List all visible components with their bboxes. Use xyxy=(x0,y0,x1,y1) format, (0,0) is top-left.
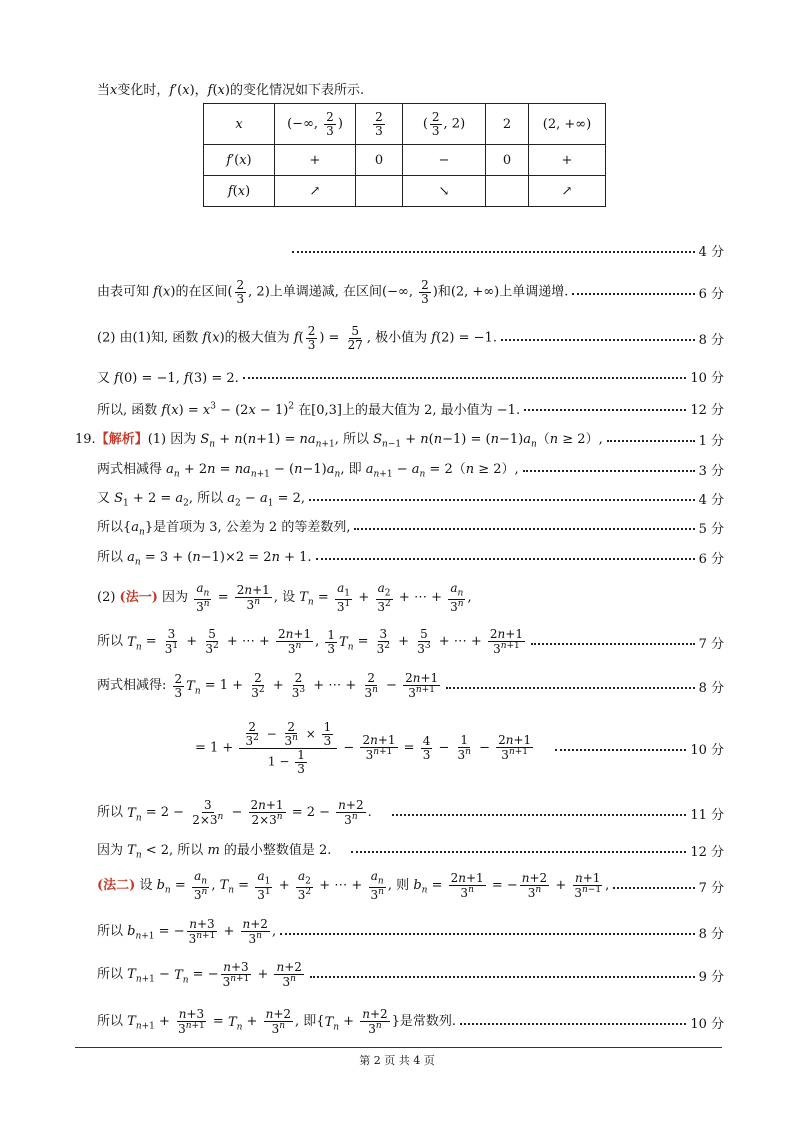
table-cell: + xyxy=(275,145,356,176)
solution-line: (2) 由(1)知, 函数 f(x)的极大值为 f( $\frac{2}{3}$ ) = $\frac{5}{27}$ , 极小值为 f(2) = −1. 8 分 xyxy=(97,323,724,352)
table-cell: (−∞, $\frac{2}{3}$ ) xyxy=(275,104,356,145)
analysis-label: 【解析】 xyxy=(95,432,148,448)
table-row xyxy=(204,176,606,207)
solution-line: 由表可知 f(x)的在区间( $\frac{2}{3}$ , 2)上单调递减, 在区间(−∞, $\frac{2}{3}$ )和(2, +∞)上单调递增. 6 分 xyxy=(97,277,724,306)
footer-rule xyxy=(75,1047,722,1048)
solution-line: 所以 $T_n$ = $\frac{3}{3^1}$ + $\frac{5}{3^2}$ + ⋯ + $\frac{2n+1}{3^n}$ , $\frac{1}{3}$ $T_n$ = $\frac{3}{3^2}$ + $\frac{5}{3^3}$ + ⋯ + $\frac{2n+1}{3^{n+1}}$ 7 分 xyxy=(97,627,724,656)
variation-table xyxy=(203,103,606,207)
table-cell: 2 xyxy=(486,104,529,145)
table-cell: f(x) xyxy=(204,176,275,207)
table-cell: ↘ xyxy=(403,176,486,207)
solution-line: 所以 $T_n = 2$ − $\frac{3}{2\times 3^n}$ − $\frac{2n+1}{2\times 3^n}$ = 2 − $\frac{n+2}{3^n}$ . 11 分 xyxy=(97,798,724,827)
intro-line: 当x变化时，f′(x)，f(x)的变化情况如下表所示. xyxy=(97,82,365,98)
solution-line: 所以$\{a_n\}$是首项为 3, 公差为 2 的等差数列, 5 分 xyxy=(97,520,724,538)
table-cell: x xyxy=(204,104,275,145)
table-cell: $\frac{2}{3}$ xyxy=(356,104,403,145)
table-cell: ( $\frac{2}{3}$ , 2) xyxy=(403,104,486,145)
solution-line: 所以 $T_{n+1} - T_n$ = − $\frac{n+3}{3^{n+1}}$ + $\frac{n+2}{3^n}$ 9 分 xyxy=(97,960,724,989)
table-cell: + xyxy=(529,145,606,176)
solution-line: 所以 $a_n = 3 + (n-1)\times 2 = 2n + 1$. 6 分 xyxy=(97,550,724,568)
solution-line: 两式相减得 $a_n + 2n = na_{n+1} - (n-1)a_n$, 即 $a_{n+1} - a_n = 2(n \ge 2)$, 3 分 xyxy=(97,462,724,480)
solution-line: (法二) 设 $b_n$ = $\frac{a_n}{3^n}$ , $T_n$ = $\frac{a_1}{3^1}$ + $\frac{a_2}{3^2}$ + ⋯ + $\frac{a_n}{3^n}$ , 则 $b_n$ = $\frac{2n+1}{3^n}$ = − $\frac{n+2}{3^n}$ + $\frac{n+1}{3^{n-1}}$ , 7 分 xyxy=(97,869,724,903)
table-cell xyxy=(486,176,529,207)
page-footer: 第 2 页 共 4 页 xyxy=(359,1054,435,1067)
table-cell: − xyxy=(403,145,486,176)
solution-line: 19.【解析】(1) 因为 $S_n + n(n+1) = na_{n+1}$, 所以 $S_{n-1} + n(n-1) = (n-1)a_n(n \ge 2)$, 1 分 xyxy=(75,432,724,450)
table-cell: 0 xyxy=(486,145,529,176)
solution-line: 又 $S_1 + 2 = a_2$, 所以 $a_2 - a_1 = 2$, 4 分 xyxy=(97,491,724,509)
solution-line: 所以 $T_{n+1}$ + $\frac{n+3}{3^{n+1}}$ = $T_n$ + $\frac{n+2}{3^n}$ , 即{$T_n$ + $\frac{n+2}{3^n}$ }是常数列. 10 分 xyxy=(97,1007,724,1036)
score-line: 4 分 xyxy=(288,235,724,265)
table-cell xyxy=(356,176,403,207)
method-label: (法二) xyxy=(97,878,136,894)
table-cell: f′(x) xyxy=(204,145,275,176)
solution-line: 因为 $T_n < 2$, 所以 m 的最小整数值是 2. 12 分 xyxy=(97,843,724,861)
table-cell: ↗ xyxy=(275,176,356,207)
table-cell: ↗ xyxy=(529,176,606,207)
table-row xyxy=(204,145,606,176)
solution-line: 两式相减得: $\frac{2}{3}$ $T_n = 1$ + $\frac{2}{3^2}$ + $\frac{2}{3^3}$ + ⋯ + $\frac{2}{3^n}$ − $\frac{2n+1}{3^{n+1}}$ 8 分 xyxy=(97,671,724,700)
solution-line: = 1 + $\frac{2}{3^2}$ − $\frac{2}{3^n}$ × $\frac{1}{3}$ 1 − $\frac{1}{3}$ − $\frac{2n+1}{3^{n+1}}$ = $\frac{4}{3}$ − $\frac{1}{3^n}$ − $\frac{2n+1}{3^{n+1}}$ 10 分 xyxy=(195,719,724,776)
solution-line: 所以 $b_{n+1}$ = − $\frac{n+3}{3^{n+1}}$ + $\frac{n+2}{3^n}$ , 8 分 xyxy=(97,917,724,946)
table-cell: (2, +∞) xyxy=(529,104,606,145)
table-row xyxy=(204,104,606,145)
solution-line: 所以, 函数 $f(x) = x^3 - (2x - 1)^2$ 在[0,3]上的最大值为 2, 最小值为 −1. 12 分 xyxy=(97,401,724,418)
table-cell: 0 xyxy=(356,145,403,176)
method-label: (法一) xyxy=(119,590,158,606)
solution-line: (2) (法一) 因为 $\frac{a_n}{3^n}$ = $\frac{2n+1}{3^n}$ , 设 $T_n$ = $\frac{a_1}{3^1}$ + $\frac{a_2}{3^2}$ + ⋯ + $\frac{a_n}{3^n}$ , xyxy=(97,581,472,615)
solution-line: 又 f(0) = −1, f(3) = 2. 10 分 xyxy=(97,370,724,386)
question-number: 19. xyxy=(75,432,96,448)
